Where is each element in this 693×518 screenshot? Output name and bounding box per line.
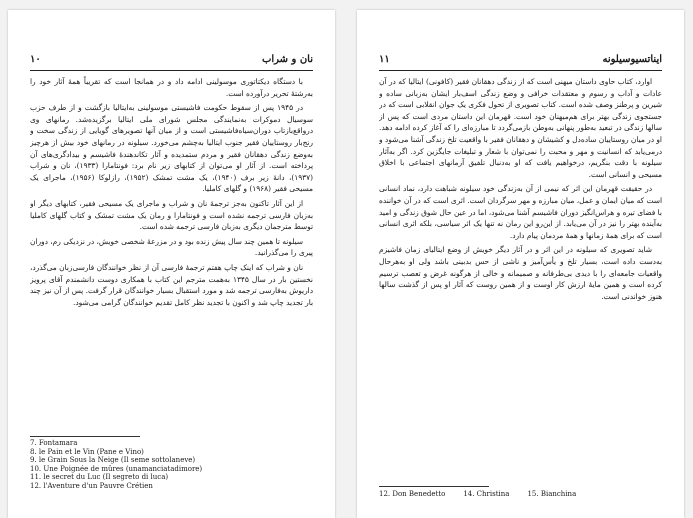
right-page [357,10,684,518]
footnote: 8. le Pain et le Vin (Pane e Vino) [30,447,144,456]
right-running-title: ایناتسیوسیلونه [602,54,662,65]
footnote: 11. le secret du Luc (Il segreto di luca) [30,473,169,482]
left-paragraph: نان و شراب که اینک چاپ هفتم ترجمهٔ فارسی آن از نظر خوانندگان فارسی‌زبان می‌گذرد، نخستین بار در سال ۱۳۴۵ به‌همت مترجم این کتاب با همکاری دوست دانشمندم آقای پرویز داریوش به‌فارسی ترجمه شد و مورد استقبال بسیار خوانندگان قرار گرفت. پس از آن نیز چند بار تجدید چاپ شد و اکنون با تجدید نظر کامل تقدیم خوانندگان گرامی می‌شود. [30,262,313,307]
footnote: 9. le Grain Sous la Neige (Il seme sottolaneve) [30,456,196,465]
left-page-body [30,76,313,311]
left-footnote-rule [30,436,140,437]
footnote: 12. l'Aventure d'un Pauvre Crétien [30,481,153,490]
right-paragraph: اوارد، کتاب حاوی داستان میهنی است که از زندگی دهقانان فقیر (کافونی) ایتالیا که در آن عادات و آداب و رسوم و معتقدات خرافی و وضع زندگی اسف‌بار ایشان به‌زبانی ساده و شیرین و پرطنز وصف شده است. کتاب تصویری از تحول فکری یک جوان انقلابی است که در جستجوی زندگی بهتر برای هم‌میهنان خود است. قهرمان این داستان مردی است که پس از سالها زندگی در تبعید به‌طور پنهانی به‌وطن بازمی‌گردد تا مبارزه‌ای را که آغاز کرده ادامه دهد. او در میان روستاییان ساده‌دل و کشیشان و دهقانان فقیر با واقعیت تلخ زندگی آشنا می‌شود و درمی‌یابد که انسانیت و مهر و محبت را نمی‌توان با شعار و تبلیغات جایگزین کرد. اگر به‌آثار سیلونه با دقت بنگریم، درخواهیم یافت که او به‌دنبال تلفیق آرمانهای اجتماعی با اخلاق مسیحی و انسانی است. [379,77,662,179]
right-paragraph: شاید تصویری که سیلونه در این اثر و در آثار دیگر خویش از وضع ایتالیای زمان فاشیزم به‌دست داده است، بسیار تلخ و یأس‌آمیز و ناشی از حس بدبینی باشد ولی او به‌هرحال واقعیات جامعه‌ای را با دیدی بی‌طرفانه و صمیمانه و خالی از هرگونه غرض و تعصب ترسیم کرده است و همین مایهٔ ارزش کار اوست و از همین روست که آثار او پس از گذشت سالها هنوز خواندنی است. [379,245,662,301]
footnote: 15. Bianchina [527,490,577,498]
left-paragraph: در ۱۹۴۵ پس از سقوط حکومت فاشیستی موسولینی به‌ایتالیا بازگشت و از طرف حزب سوسیال دموکرات به‌نمایندگی مجلس شورای ملی ایتالیا برگزیده‌شد. رمانهای وی درواقع‌بازتاب دوران‌سیاه‌فاشیستی است و از میان آنها تصویرهای گویایی از زندگی سخت و رنج‌بار روستاییان فقیر جنوب ایتالیا به‌چشم می‌خورد. سیلونه در رمانهای خود بیش از هرچیز به‌وضع زندگی دهقانان فقیر و مردم ستمدیده و آثار تکاندهندهٔ فاشیسم و بیدادگری‌های آن پرداخته است. از آثار او می‌توان از کتابهای زیر نام برد: فونتامارا (۱۹۳۳)، نان و شراب (۱۹۳۷)، دانهٔ زیر برف (۱۹۴۰)، یک مشت تمشک (۱۹۵۲)، رازلوکا (۱۹۵۶)، ماجرای یک مسیحی فقیر (۱۹۶۸) و گلهای کاملیا. [30,103,313,194]
right-footnote-rule [379,486,489,487]
right-page-body [379,76,662,305]
right-page-number: ۱۱ [379,54,390,65]
footnote: 14. Christina [463,490,510,498]
left-paragraph: با دستگاه دیکتاتوری موسولینی ادامه داد و در همانجا است که تقریباً همهٔ آثار خود را به‌رشتهٔ تحریر درآورده است. [30,77,313,98]
left-running-title: نان و شراب [261,54,313,65]
right-paragraph: در حقیقت قهرمان این اثر که نیمی از آن به‌زندگی خود سیلونه شباهت دارد، نماد انسانی است که میان ایمان و عمل، میان مبارزه و مهر سرگردان است. اثری است که در آن خواننده با فضای تیره و هراس‌انگیز دوران فاشیسم آشنا می‌شود، اما در عین حال شوق زندگی و امید به‌آینده بهتر را نیز در آن می‌یابد. از این‌رو این رمان نه تنها یک اثر سیاسی، بلکه اثری انسانی است که برای همهٔ زمانها و همهٔ مردمان پیام دارد. [379,184,662,240]
footnote: 10. Une Poignée de mûres (unamanciatadimore) [30,464,203,473]
footnote: 7. Fontamara [30,439,78,447]
left-paragraph: سیلونه تا همین چند سال پیش زنده بود و در مزرعهٔ شخصی خویش، در نزدیکی رم، دوران پیری را می‌گذرانید. [30,236,313,258]
right-footnotes [379,490,662,499]
left-footnotes [30,439,313,491]
right-page-header [379,52,662,71]
left-page-header [30,52,313,71]
left-page-number: ۱۰ [30,54,41,65]
left-paragraph: از این آثار تاکنون به‌جز ترجمهٔ نان و شراب و ماجرای یک مسیحی فقیر، کتابهای دیگر او به‌زبان فارسی ترجمه نشده است و فونتامارا و رمان یک مشت تمشک و کتاب گلهای کاملیا توسط مترجمان دیگری به‌زبان فارسی ترجمه شده است. [30,198,313,232]
footnote: 12. Don Benedetto [379,490,446,498]
left-page [8,10,335,518]
